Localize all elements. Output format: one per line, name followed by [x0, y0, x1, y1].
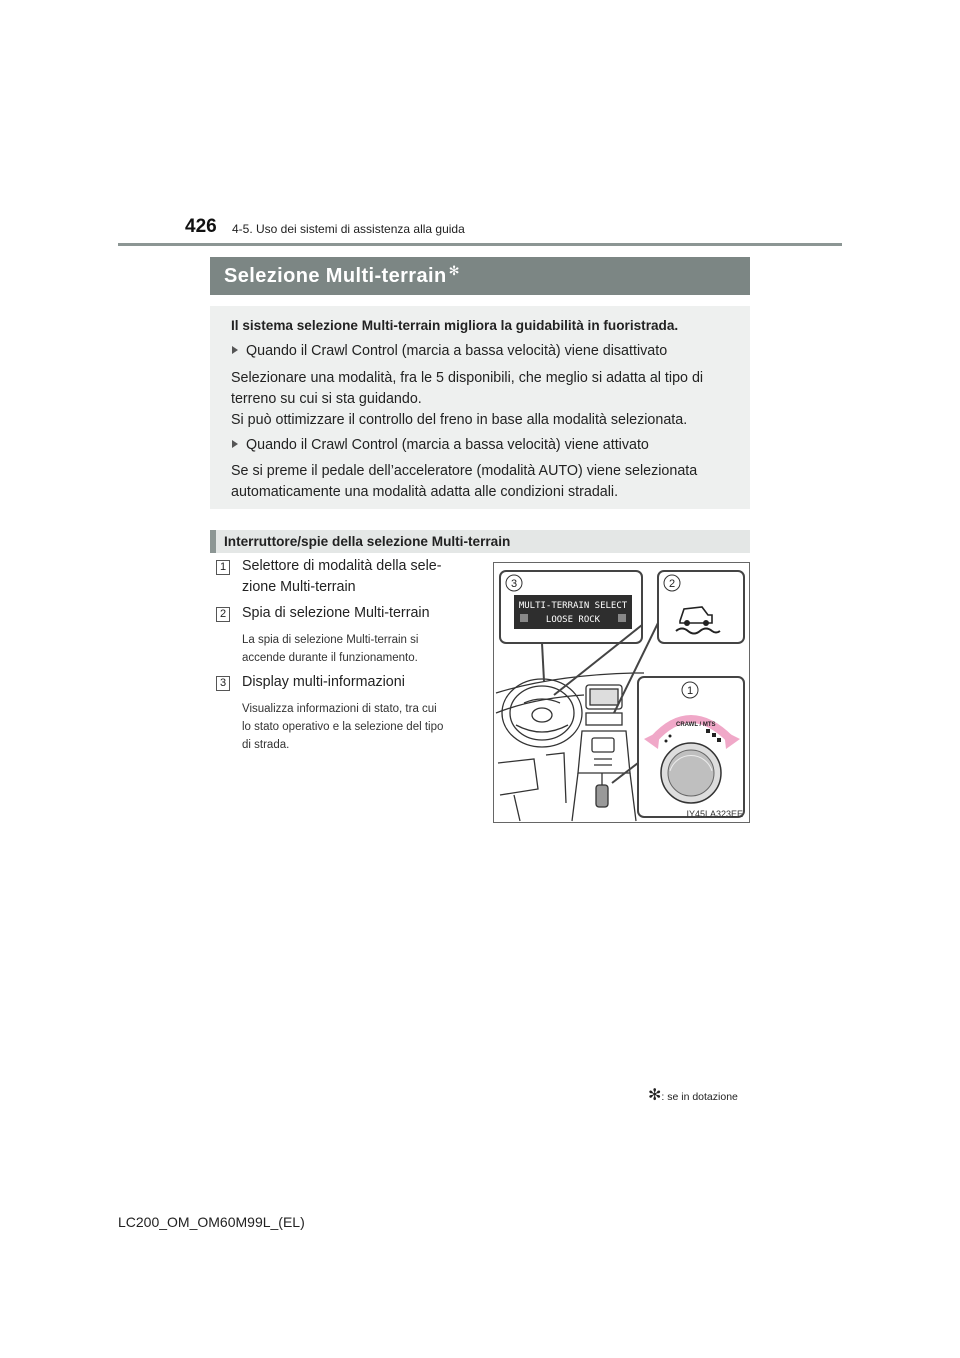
footer-code: LC200_OM_OM60M99L_(EL): [118, 1214, 305, 1230]
item-3-note: [242, 700, 475, 754]
note-line: La spia di selezione Multi-terrain si: [242, 634, 419, 646]
dashboard-drawing: [494, 563, 750, 823]
paragraph-line: Selezionare una modalità, fra le 5 disponibili, che meglio si adatta al tipo di: [231, 370, 704, 386]
subsection-title: Interruttore/spie della selezione Multi-terrain: [224, 534, 511, 549]
item-number-2: 2: [216, 607, 230, 622]
page-title-text: Selezione Multi-terrain: [224, 265, 447, 287]
item-line: zione Multi-terrain: [242, 579, 356, 595]
bullet-crawl-on: [232, 437, 649, 453]
footnote-marker: ✻: [648, 1087, 662, 1104]
pointer-line-display: [542, 643, 544, 681]
footnote: [648, 1087, 738, 1107]
item-number-3: 3: [216, 676, 230, 691]
dashboard-illustration: [493, 562, 750, 823]
title-bar: [210, 257, 750, 295]
paragraph-line: Si può ottimizzare il controllo del freno in base alla modalità selezionata.: [231, 412, 688, 428]
display-bracket-right: [618, 614, 626, 622]
item-3-text: Display multi-informazioni: [242, 674, 405, 690]
selector-knob-inner: [668, 750, 714, 796]
section-title: 4-5. Uso dei sistemi di assistenza alla guida: [232, 222, 465, 236]
paragraph-line: automaticamente una modalità adatta alle condizioni stradali.: [231, 484, 619, 500]
paragraph-line: terreno su cui si sta guidando.: [231, 391, 422, 407]
footnote-text: : se in dotazione: [661, 1090, 738, 1103]
item-2-note: [242, 631, 475, 667]
item-line: Selettore di modalità della sele-: [242, 558, 442, 574]
item-2-text: Spia di selezione Multi-terrain: [242, 605, 430, 621]
item-1-text: [242, 556, 475, 598]
page-title: [224, 265, 460, 288]
display-text-1: MULTI-TERRAIN SELECT: [518, 601, 628, 611]
paragraph-line: Se si preme il pedale dell’acceleratore (modalità AUTO) viene selezionata: [231, 463, 698, 479]
paragraph-auto-mode: [231, 461, 739, 503]
note-line: lo stato operativo e la selezione del tipo: [242, 721, 444, 733]
intro-box: [210, 306, 750, 509]
subsection-bar: [210, 530, 750, 553]
callout-number-3: 3: [510, 578, 518, 590]
paragraph-mode-selection: [231, 368, 739, 431]
note-line: accende durante il funzionamento.: [242, 652, 418, 664]
optional-marker: ✻: [448, 263, 460, 278]
display-bracket-left: [520, 614, 528, 622]
display-text-2: LOOSE ROCK: [545, 615, 601, 625]
bullet-crawl-on-text: Quando il Crawl Control (marcia a bassa velocità) viene attivato: [246, 437, 649, 453]
knob-label: CRAWL / MTS: [676, 722, 716, 728]
page-number: 426: [185, 216, 217, 237]
header-rule: [118, 243, 842, 246]
triangle-bullet-icon: [232, 346, 238, 354]
callout-number-2: 2: [668, 578, 676, 590]
intro-lead: Il sistema selezione Multi-terrain migliora la guidabilità in fuoristrada.: [231, 318, 679, 333]
note-line: Visualizza informazioni di stato, tra cui: [242, 703, 437, 715]
triangle-bullet-icon: [232, 440, 238, 448]
bullet-crawl-off-text: Quando il Crawl Control (marcia a bassa velocità) viene disattivato: [246, 343, 668, 359]
note-line: di strada.: [242, 739, 290, 751]
figure-code: IY45LA323EE: [686, 809, 743, 819]
item-number-1: 1: [216, 560, 230, 575]
bullet-crawl-off: [232, 343, 667, 359]
callout-number-1: 1: [686, 685, 694, 697]
